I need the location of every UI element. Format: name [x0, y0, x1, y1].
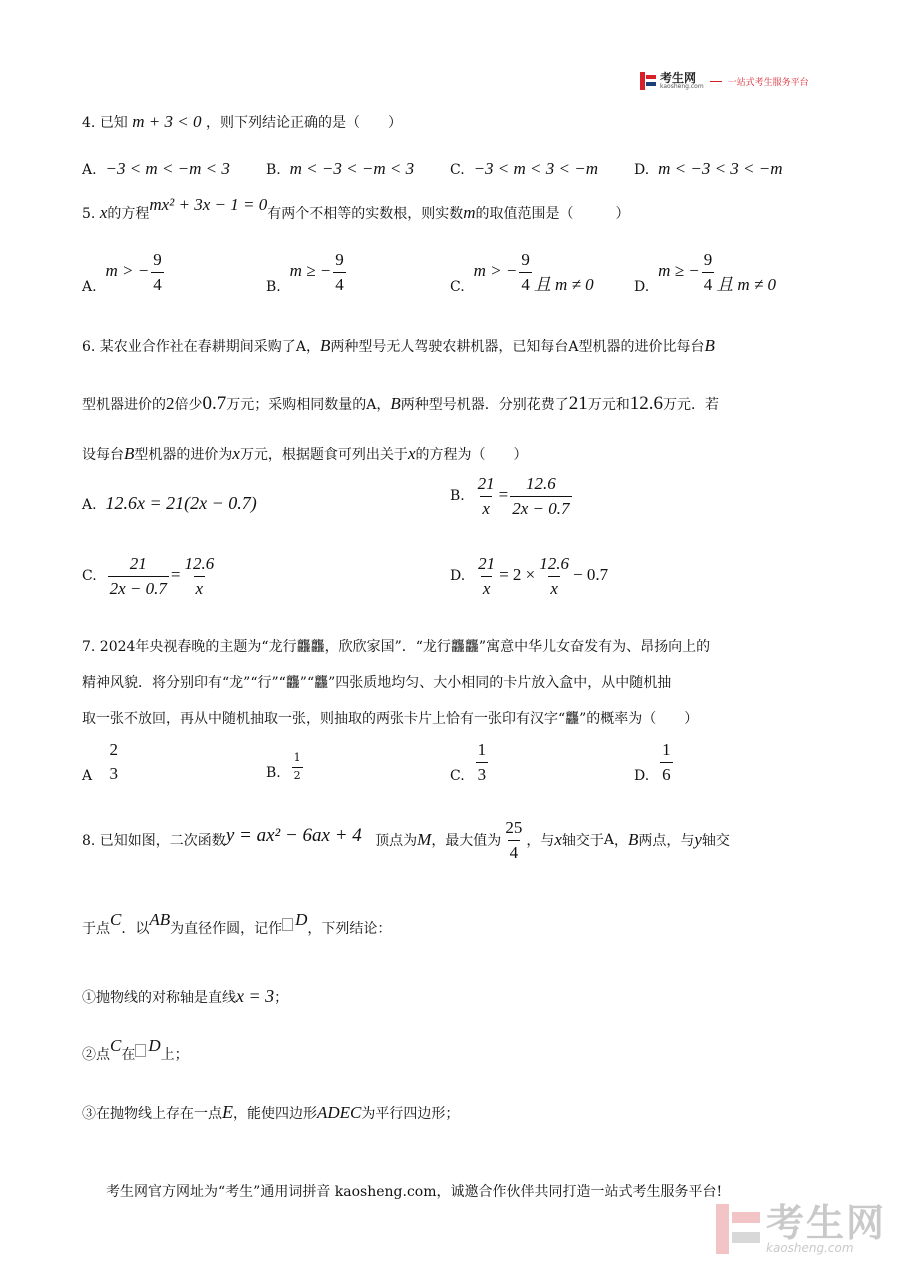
q5-stem: 5. x的方程mx² + 3x − 1 = 0有两个不相等的实数根，则实数m的取值范围是（ ） [82, 195, 630, 222]
q7-option-c: C. $\frac{1}{3}$ [450, 740, 487, 785]
q6-option-a: A. 12.6x = 21(2x − 0.7) [82, 493, 257, 513]
q7-line-2: 精神风貌．将分别印有“龙”“行”“龘”“龘”四张质地均匀、大小相同的卡片放入盒中，从中随机抽 [82, 675, 672, 691]
q4-condition: m + 3 < 0 [132, 112, 202, 131]
q8-function: y = ax² − 6ax + 4 [225, 825, 362, 847]
logo-domain: kaosheng.com [660, 83, 704, 90]
q7-option-b: B. $\frac{1}{2}$ [266, 751, 301, 782]
footer-text: 考生网官方网址为“考生”通用词拼音 kaosheng.com，诚邀合作伙伴共同打造一站式考生服务平台! [106, 1184, 723, 1200]
q4-option-b: B. m < −3 < −m < 3 [266, 159, 415, 178]
q6-option-b: B. $\frac{21}{x}$ = $\frac{12.6}{2x - 0.7}$ [450, 474, 570, 518]
q4-stem-post: ，则下列结论正确的是（ ） [205, 115, 402, 131]
q4-option-c: C. −3 < m < 3 < −m [450, 159, 598, 178]
q4-number: 4. [82, 115, 96, 131]
watermark [716, 1201, 887, 1255]
q8-conclusion-2: ②点C在 D上； [82, 1036, 189, 1063]
q6-line-1: 6. 某农业合作社在春耕期间采购了A，B两种型号无人驾驶农耕机器，已知每台A型机器的进价比每台B [82, 336, 715, 355]
q8-conclusion-3: ③在抛物线上存在一点E，能使四边形ADEC为平行四边形； [82, 1102, 460, 1122]
q4-option-a: A. −3 < m < −m < 3 [82, 159, 230, 178]
q5-option-c: C. m > − $\frac{9}{4}$ 且 m ≠ 0 [450, 250, 594, 296]
q4-stem [82, 112, 402, 132]
circle-symbol-icon [135, 1044, 146, 1057]
q8-line-1: 8. 已知如图，二次函数 y = ax² − 6ax + 4 顶点为 M ，最大值为 $\frac{25}{4}$ ，与 x 轴交于 A ， B 两点，与 y 轴交 [82, 818, 730, 862]
q5-option-b: B. m ≥ − $\frac{9}{4}$ [266, 250, 344, 296]
q8-line-2: 于点C．以AB为直径作圆，记作 D，下列结论： [82, 910, 392, 937]
q6-option-d: D. $\frac{21}{x}$ = 2 × $\frac{12.6}{x}$ − 0.7 [450, 554, 609, 598]
q4-stem-pre: 已知 [99, 115, 128, 131]
header-slogan: 一站式考生服务平台 [727, 77, 809, 88]
q6-line-2: 型机器进价的2倍少0.7万元；采购相同数量的A，B两种型号机器．分别花费了21万元和12.6万元．若 [82, 393, 720, 414]
kaosheng-logo-icon [640, 72, 656, 90]
q7-line-3: 取一张不放回，再从中随机抽取一张，则抽取的两张卡片上恰有一张印有汉字“龘”的概率为（ ） [82, 711, 699, 727]
watermark-domain: kaosheng.com [766, 1241, 854, 1255]
q7-line-1: 7. 2024年央视春晚的主题为“龙行龘龘，欣欣家国”．“龙行龘龘”寓意中华儿女奋发有为、昂扬向上的 [82, 639, 711, 655]
q7-option-d: D. $\frac{1}{6}$ [634, 740, 671, 785]
q5-option-d: D. m ≥ − $\frac{9}{4}$ 且 m ≠ 0 [634, 250, 777, 296]
q6-line-3: 设每台B型机器的进价为x万元，根据题食可列出关于x的方程为（ ） [82, 444, 528, 463]
q6-option-c: C. $\frac{21}{2x - 0.7}$ = $\frac{12.6}{x}$ [82, 554, 215, 598]
kaosheng-watermark-logo-icon [716, 1204, 760, 1254]
q8-conclusion-1: ①抛物线的对称轴是直线x = 3； [82, 986, 289, 1006]
q7-option-a: A 2 3 [82, 740, 118, 784]
q4-option-d: D. m < −3 < 3 < −m [634, 159, 783, 178]
circle-symbol-icon [282, 918, 293, 931]
header-logo [640, 72, 809, 90]
q5-equation: mx² + 3x − 1 = 0 [149, 195, 268, 214]
logo-name: 考生网 [660, 71, 697, 85]
q5-option-a: A. m > − $\frac{9}{4}$ [82, 250, 162, 296]
watermark-name: 考生网 [766, 1201, 887, 1245]
